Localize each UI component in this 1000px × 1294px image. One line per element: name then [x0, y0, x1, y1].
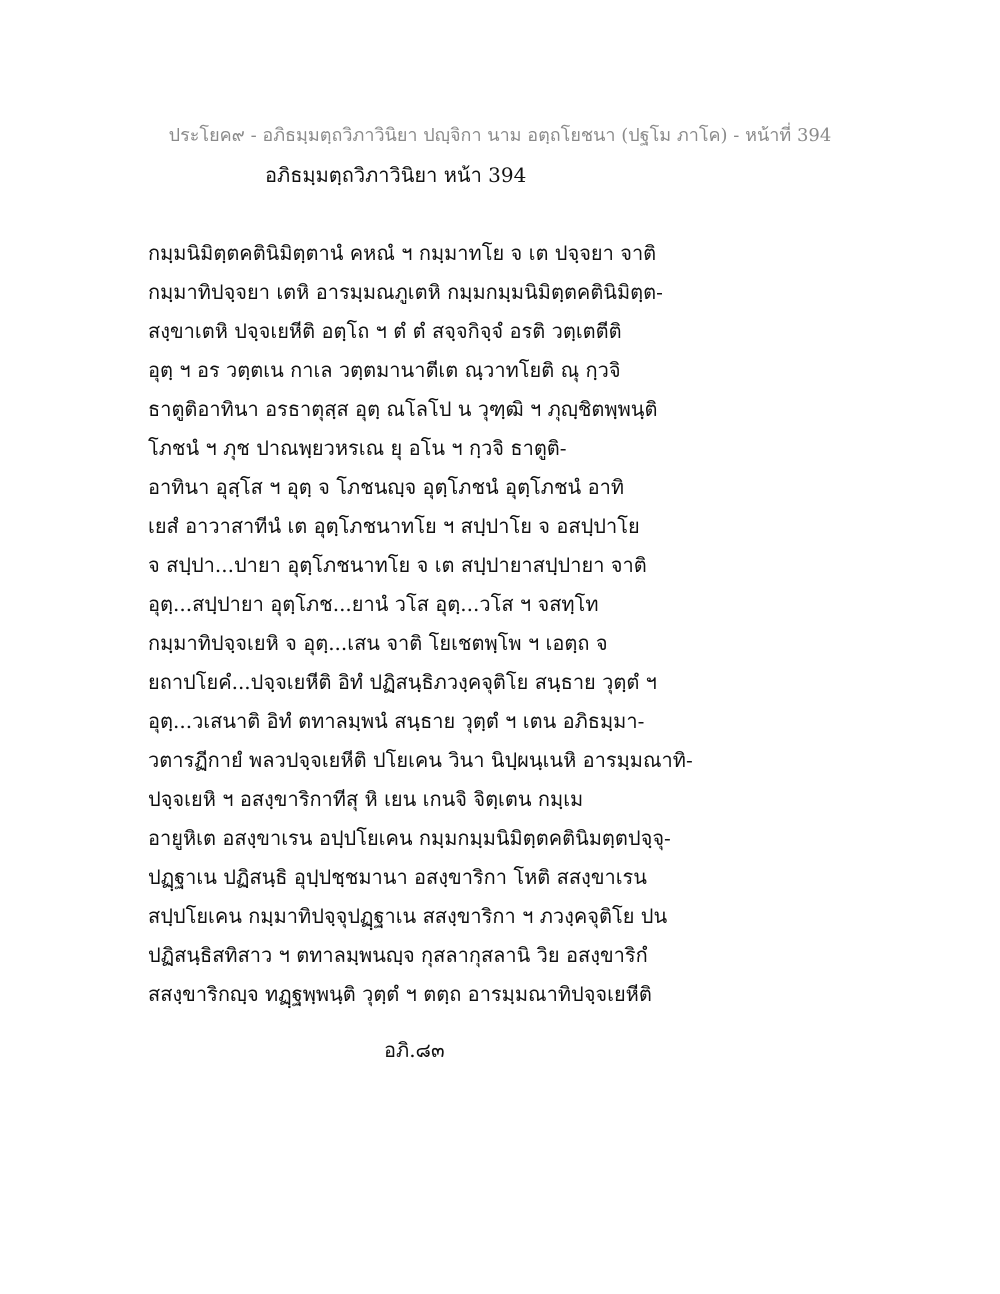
page-signature: อภิ.๘๓: [384, 1038, 445, 1062]
text-line: อุตฺ...สปฺปายา อุตฺโภช...ยานํ วโส อุตฺ...วโส ฯ จสทฺโท: [148, 592, 599, 616]
page-title: อภิธมฺมตฺถวิภาวินิยา หน้า 394: [265, 163, 527, 187]
body-text: [148, 234, 868, 1014]
text-line: โภชนํ ฯ ภุช ปาณพฺยวหรเณ ยุ อโน ฯ กฺวจิ ธาตูติ-: [148, 436, 567, 460]
text-line: อุตฺ ฯ อร วตฺตเน กาเล วตฺตมานาตีเต ณฺวาทโยติ ณุ กฺวจิ: [148, 358, 621, 382]
text-line: กมฺมนิมิตฺตคตินิมิตฺตานํ คหณํ ฯ กมฺมาทโย จ เต ปจฺจยา จาติ: [148, 241, 657, 265]
text-line: อุตฺ...วเสนาติ อิทํ ตทาลมฺพนํ สนฺธาย วุตฺตํ ฯ เตน อภิธมฺมา-: [148, 709, 645, 733]
text-line: กมฺมาทิปจฺจเยหิ จ อุตฺ...เสน จาติ โยเชตพฺโพ ฯ เอตฺถ จ: [148, 631, 608, 655]
text-line: กมฺมาทิปจฺจยา เตหิ อารมฺมณภูเตหิ กมฺมกมฺมนิมิตฺตคตินิมิตฺต-: [148, 280, 663, 304]
text-line: อาทินา อุสฺโส ฯ อุตฺ จ โภชนญฺจ อุตฺโภชนํ อุตฺโภชนํ อาทิ: [148, 475, 625, 499]
text-line: ยถาปโยคํ...ปจฺจเยหีติ อิทํ ปฏิสนฺธิภวงฺคจุติโย สนฺธาย วุตฺตํ ฯ: [148, 670, 657, 694]
text-line: ปฏิสนฺธิสทิสาว ฯ ตทาลมฺพนญฺจ กุสลากุสลานิ วิย อสงฺขาริกํ: [148, 943, 648, 967]
running-header: ประโยค๙ - อภิธมฺมตฺถวิภาวินิยา ปญฺจิกา นาม อตฺถโยชนา (ปฐโม ภาโค) - หน้าที่ 394: [168, 125, 832, 146]
text-line: สสงฺขาริกญฺจ ทฏฺฐพฺพนฺติ วุตฺตํ ฯ ตตฺถ อารมฺมณาทิปจฺจเยหีติ: [148, 982, 652, 1006]
text-line: อายูหิเต อสงฺขาเรน อปฺปโยเคน กมฺมกมฺมนิมิตฺตคตินิมตฺตปจฺจุ-: [148, 826, 671, 850]
text-line: วตารฏีกายํ พลวปจฺจเยหีติ ปโยเคน วินา นิปฺผนฺเนหิ อารมฺมณาทิ-: [148, 748, 693, 772]
text-line: จ สปฺปา...ปายา อุตฺโภชนาทโย จ เต สปฺปายาสปฺปายา จาติ: [148, 553, 647, 577]
text-line: ธาตูติอาทินา อรธาตุสฺส อุตฺ ณโลโป น วุฑฺฒิ ฯ ภุญฺชิตพฺพนฺติ: [148, 397, 658, 421]
text-line: สงฺขาเตหิ ปจฺจเยหีติ อตฺโถ ฯ ตํ ตํ สจฺจกิจฺจํ อรติ วตฺเตตีติ: [148, 319, 622, 343]
text-line: ปฏฺฐาเน ปฏิสนฺธิ อุปฺปชฺชมานา อสงฺขาริกา โหติ สสงฺขาเรน: [148, 865, 647, 889]
text-line: เยสํ อาวาสาทีนํ เต อุตฺโภชนาทโย ฯ สปฺปาโย จ อสปฺปาโย: [148, 514, 640, 538]
text-line: ปจฺจเยหิ ฯ อสงฺขาริกาทีสุ หิ เยน เกนจิ จิตฺเตน กมฺเม: [148, 787, 584, 811]
text-line: สปฺปโยเคน กมฺมาทิปจฺจุปฏฺฐาเน สสงฺขาริกา ฯ ภวงฺคจุติโย ปน: [148, 904, 668, 928]
